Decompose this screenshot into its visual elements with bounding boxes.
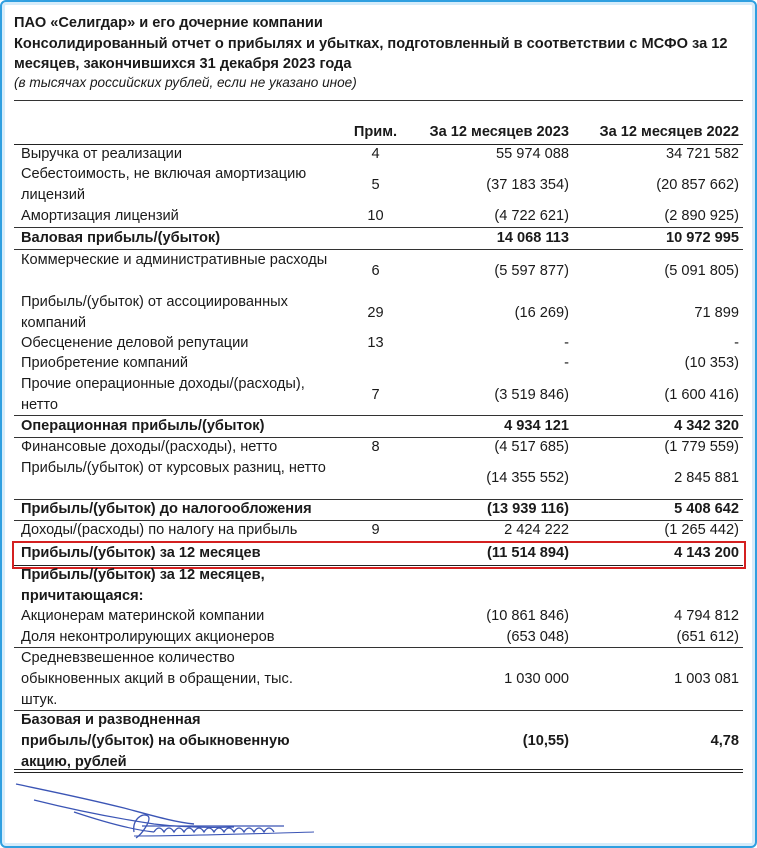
row-note: 5 <box>371 177 380 193</box>
subtotal-value-2023: 4 934 121 <box>504 418 569 434</box>
row-label: Амортизация лицензий <box>21 208 179 224</box>
net-profit-label: Прибыль/(убыток) за 12 месяцев <box>21 545 261 561</box>
row-label: Выручка от реализации <box>21 146 182 162</box>
attribution-heading: Прибыль/(убыток) за 12 месяцев, причитающаяся: <box>21 567 265 604</box>
row-value-2022: 71 899 <box>694 305 739 321</box>
subtotal-value-2022: 10 972 995 <box>665 230 739 246</box>
column-header-2023: За 12 месяцев 2023 <box>429 124 569 140</box>
row-value-2022: 2 845 881 <box>674 470 739 486</box>
row-value-2023: (3 519 846) <box>494 387 569 403</box>
row-note: 6 <box>371 263 380 279</box>
row-label: Средневзвешенное количество обыкновенных акций в обращении, тыс. штук. <box>21 650 293 708</box>
row-note: 10 <box>367 208 384 224</box>
row-value-2022: 4 794 812 <box>674 608 739 624</box>
row-value-2023: 1 030 000 <box>504 671 569 687</box>
subtotal-label: Прибыль/(убыток) до налогообложения <box>21 501 312 517</box>
row-label: Приобретение компаний <box>21 355 189 371</box>
row-label: Прочие операционные доходы/(расходы), нетто <box>21 376 305 413</box>
subtotal-label: Операционная прибыль/(убыток) <box>21 418 265 434</box>
eps-label: Базовая и разводненная прибыль/(убыток) на обыкновенную акцию, рублей <box>21 712 290 770</box>
row-value-2023: (4 722 621) <box>494 208 569 224</box>
subtotal-value-2023: 14 068 113 <box>496 230 569 246</box>
row-value-2022: (651 612) <box>676 629 739 645</box>
subtotal-value-2023: (13 939 116) <box>487 501 569 517</box>
subtotal-label: Валовая прибыль/(убыток) <box>21 230 221 246</box>
row-value-2022: (1 600 416) <box>664 387 739 403</box>
signature-image <box>14 772 314 844</box>
row-label: Доля неконтролирующих акционеров <box>21 629 275 645</box>
row-value-2023: (4 517 685) <box>494 439 569 455</box>
row-value-2022: 1 003 081 <box>674 671 739 687</box>
row-value-2023: (14 355 552) <box>486 470 569 486</box>
row-value-2023: (653 048) <box>506 629 569 645</box>
row-note: 4 <box>371 146 380 162</box>
eps-value-2023: (10,55) <box>522 733 569 749</box>
row-value-2023: - <box>564 355 569 371</box>
row-value-2023: (10 861 846) <box>486 608 569 624</box>
row-value-2023: (37 183 354) <box>486 177 569 193</box>
column-header-2022: За 12 месяцев 2022 <box>599 124 739 140</box>
row-label: Обесценение деловой репутации <box>21 335 249 351</box>
row-value-2023: 55 974 088 <box>495 146 569 162</box>
row-label: Себестоимость, не включая амортизацию лицензий <box>21 166 307 203</box>
row-value-2022: 34 721 582 <box>665 146 739 162</box>
company-title: ПАО «Селигдар» и его дочерние компании <box>14 15 323 31</box>
row-value-2022: (1 265 442) <box>664 522 739 538</box>
row-label: Прибыль/(убыток) от курсовых разниц, нетто <box>21 460 326 476</box>
eps-value-2022: 4,78 <box>710 733 739 749</box>
column-header-note: Прим. <box>353 124 398 140</box>
subtotal-value-2022: 4 342 320 <box>674 418 739 434</box>
row-value-2022: (10 353) <box>684 355 739 371</box>
report-period: месяцев, закончившихся 31 декабря 2023 года <box>14 56 352 72</box>
subtotal-value-2022: 5 408 642 <box>674 501 739 517</box>
row-value-2022: (2 890 925) <box>664 208 739 224</box>
net-profit-2022: 4 143 200 <box>674 545 739 561</box>
row-label: Коммерческие и административные расходы <box>21 252 328 268</box>
report-title: Консолидированный отчет о прибылях и убытках, подготовленный в соответствии с МСФО за 12 <box>14 36 728 52</box>
row-label: Прибыль/(убыток) от ассоциированных компаний <box>21 294 288 331</box>
row-note: 29 <box>367 305 384 321</box>
row-value-2022: (1 779 559) <box>664 439 739 455</box>
row-value-2022: - <box>734 335 739 351</box>
row-value-2023: - <box>564 335 569 351</box>
row-label: Акционерам материнской компании <box>21 608 265 624</box>
row-note: 9 <box>371 522 380 538</box>
row-note: 7 <box>371 387 380 403</box>
row-note: 13 <box>367 335 384 351</box>
row-note: 8 <box>371 439 380 455</box>
units-note: (в тысячах российских рублей, если не указано иное) <box>14 75 357 90</box>
net-profit-2023: (11 514 894) <box>487 545 569 561</box>
row-label: Финансовые доходы/(расходы), нетто <box>21 439 278 455</box>
row-value-2022: (5 091 805) <box>664 263 739 279</box>
row-value-2022: (20 857 662) <box>656 177 739 193</box>
row-value-2023: (16 269) <box>514 305 569 321</box>
header-rule <box>14 100 743 101</box>
row-value-2023: (5 597 877) <box>494 263 569 279</box>
row-value-2023: 2 424 222 <box>504 522 569 538</box>
row-label: Доходы/(расходы) по налогу на прибыль <box>21 522 298 538</box>
